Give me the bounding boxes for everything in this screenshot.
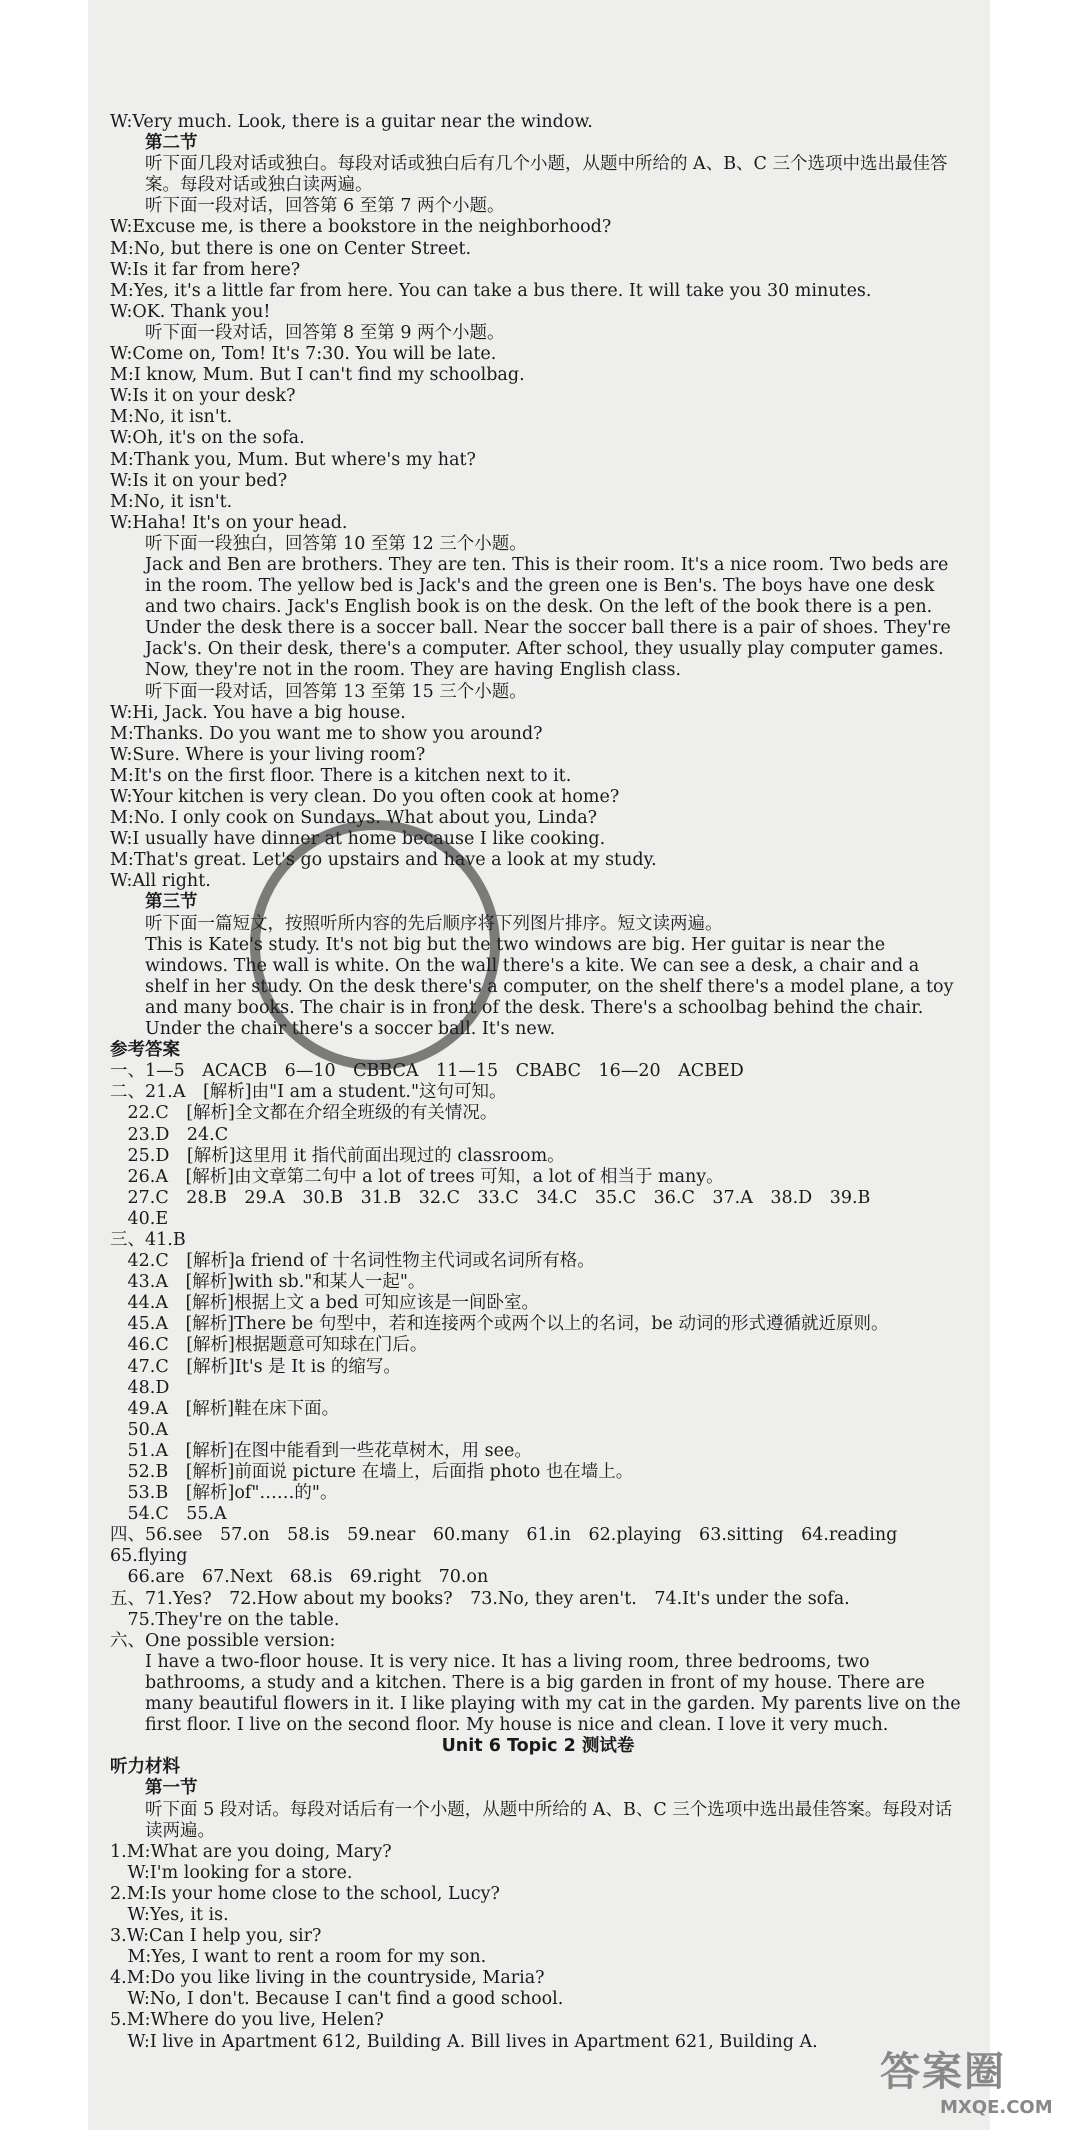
text-line: 第一节 <box>145 1778 198 1799</box>
text-line: M:Yes, it's a little far from here. You can take a bus there. It will take you 30 minutes. <box>110 280 872 301</box>
logo-text: 答案圈 <box>880 2049 1006 2095</box>
text-line: 52.B [解析]前面说 picture 在墙上，后面指 photo 也在墙上。 <box>110 1462 634 1482</box>
text-line: W:OK. Thank you! <box>110 301 271 322</box>
text-line: 43.A [解析]with sb."和某人一起"。 <box>110 1272 426 1293</box>
text-line: 47.C [解析]It's 是 It is 的缩写。 <box>110 1356 401 1377</box>
text-line: M:No, but there is one on Center Street. <box>110 238 472 259</box>
text-line: 48.D <box>110 1377 170 1398</box>
text-line: 25.D [解析]这里用 it 指代前面出现过的 classroom。 <box>110 1145 565 1166</box>
text-line: W:All right. <box>110 871 211 892</box>
text-line: M:It's on the first floor. There is a kitchen next to it. <box>110 765 572 786</box>
text-line: W:I usually have dinner at home because I like cooking. <box>110 829 606 850</box>
text-line: W:No, I don't. Because I can't find a good school. <box>110 1989 564 2010</box>
logo-url: MXQE.COM <box>940 2097 1053 2118</box>
text-line: M:Thank you, Mum. But where's my hat? <box>110 449 476 470</box>
text-line: 50.A <box>110 1419 168 1440</box>
text-line: 5.M:Where do you live, Helen? <box>110 2010 384 2031</box>
text-line: 3.W:Can I help you, sir? <box>110 1926 322 1947</box>
text-line: 第三节 <box>145 892 198 913</box>
text-line: 2.M:Is your home close to the school, Lucy? <box>110 1883 500 1904</box>
text-line: 27.C 28.B 29.A 30.B 31.B 32.C 33.C 34.C 35.C 36.C 37.A 38.D 39.B <box>110 1187 871 1208</box>
text-line: 听下面几段对话或独白。每段对话或独白后有几个小题，从题中所给的 A、B、C 三个选项中选出最佳答案。每段对话或独白读两遍。 <box>145 154 948 196</box>
text-line: W:Come on, Tom! It's 7:30. You will be late. <box>110 344 497 365</box>
text-line: 第二节 <box>145 133 198 154</box>
text-line: 54.C 55.A <box>110 1504 227 1525</box>
text-line: 53.B [解析]of"……的"。 <box>110 1483 338 1504</box>
text-line: W:Hi, Jack. You have a big house. <box>110 702 406 723</box>
text-line: 听下面一段独白，回答第 10 至第 12 三个小题。 <box>145 533 527 554</box>
text-line: 40.E <box>110 1208 169 1229</box>
text-line: W:I live in Apartment 612, Building A. Bill lives in Apartment 621, Building A. <box>110 2031 818 2052</box>
text-line: W:I'm looking for a store. <box>110 1862 353 1883</box>
text-line: This is Kate's study. It's not big but the two windows are big. Her guitar is near the windows. The wall is white. On the wall there's a kite. We can see a desk, a chair and a shelf in her study. On the desk there's a computer, on the shelf there's a model plane, a toy and many books. The chair is in front of the desk. There's a schoolbag behind the chair. Under the chair there's a soccer ball. It's new. <box>145 934 960 1040</box>
document-body <box>110 112 966 2053</box>
text-line: 三、41.B <box>110 1229 186 1250</box>
text-line: W:Is it on your desk? <box>110 386 296 407</box>
text-line: 二、21.A [解析]由"I am a student."这句可知。 <box>110 1082 507 1103</box>
text-line: 23.D 24.C <box>110 1124 229 1145</box>
text-line: 听下面一段对话，回答第 13 至第 15 三个小题。 <box>145 681 527 702</box>
text-line: W:Is it far from here? <box>110 259 301 280</box>
text-line: 26.A [解析]由文章第二句中 a lot of trees 可知，a lot of 相当于 many。 <box>110 1166 724 1187</box>
text-line: 五、71.Yes? 72.How about my books? 73.No, they aren't. 74.It's under the sofa. <box>110 1588 850 1609</box>
text-line: M:That's great. Let's go upstairs and have a look at my study. <box>110 850 657 871</box>
text-line: 听下面一段对话，回答第 8 至第 9 两个小题。 <box>145 322 505 343</box>
text-line: M:Yes, I want to rent a room for my son. <box>110 1947 487 1968</box>
text-line: 四、56.see 57.on 58.is 59.near 60.many 61.in 62.playing 63.sitting 64.reading 65.flying <box>110 1525 915 1567</box>
text-line: W:Very much. Look, there is a guitar near the window. <box>110 112 593 132</box>
text-line: 22.C [解析]全文都在介绍全班级的有关情况。 <box>110 1103 498 1124</box>
text-line: 听力材料 <box>110 1757 180 1778</box>
text-line: W:Sure. Where is your living room? <box>110 744 426 765</box>
text-line: 66.are 67.Next 68.is 69.right 70.on <box>110 1567 489 1588</box>
text-line: M:Thanks. Do you want me to show you around? <box>110 723 543 744</box>
text-line: W:Oh, it's on the sofa. <box>110 428 305 449</box>
text-line: 1.M:What are you doing, Mary? <box>110 1841 392 1862</box>
text-line: 六、One possible version: <box>110 1630 336 1651</box>
text-line: 75.They're on the table. <box>110 1609 340 1630</box>
text-line: 听下面一段对话，回答第 6 至第 7 两个小题。 <box>145 196 505 217</box>
text-line: 44.A [解析]根据上文 a bed 可知应该是一间卧室。 <box>110 1293 540 1314</box>
text-line: W:Haha! It's on your head. <box>110 512 348 533</box>
site-logo <box>880 2040 1060 2120</box>
text-line: M:No, it isn't. <box>110 491 233 512</box>
text-line: W:Yes, it is. <box>110 1904 229 1925</box>
text-line: 49.A [解析]鞋在床下面。 <box>110 1398 340 1419</box>
text-line: 4.M:Do you like living in the countryside, Maria? <box>110 1968 545 1989</box>
text-line: 46.C [解析]根据题意可知球在门后。 <box>110 1335 428 1356</box>
text-line: M:No. I only cook on Sundays. What about you, Linda? <box>110 808 598 829</box>
text-line: W:Excuse me, is there a bookstore in the neighborhood? <box>110 217 612 238</box>
text-line: 42.C [解析]a friend of 十名词性物主代词或名词所有格。 <box>110 1251 595 1272</box>
text-line: I have a two-floor house. It is very nice. It has a living room, three bedrooms, two bathrooms, a study and a kitchen. There is a big garden in front of my house. There are many beautiful flowers in it. I like playing with my cat in the garden. My parents live on the first floor. I live on the second floor. My house is nice and clean. I love it very much. <box>145 1651 967 1736</box>
text-line: 一、1—5 ACACB 6—10 CBBCA 11—15 CBABC 16—20 ACBED <box>110 1061 744 1082</box>
text-line: Jack and Ben are brothers. They are ten. This is their room. It's a nice room. Two beds are in the room. The yellow bed is Jack's and the green one is Ben's. The boys have one desk and two chairs. Jack's English book is on the desk. On the left of the book there is a pen. Under the desk there is a soccer ball. Near the soccer ball there is a pair of shoes. They're Jack's. On their desk, there's a computer. After school, they usually play computer games. Now, they're not in the room. They are having English class. <box>145 554 957 681</box>
text-line: 参考答案 <box>110 1040 180 1061</box>
text-line: M:No, it isn't. <box>110 407 233 428</box>
text-line: 45.A [解析]There be 句型中，若和连接两个或两个以上的名词，be 动词的形式遵循就近原则。 <box>110 1314 889 1335</box>
text-line: M:I know, Mum. But I can't find my schoolbag. <box>110 365 525 386</box>
text-line: 听下面一篇短文，按照听所内容的先后顺序将下列图片排序。短文读两遍。 <box>145 913 723 934</box>
text-line: Unit 6 Topic 2 测试卷 <box>441 1736 635 1757</box>
text-line: 听下面 5 段对话。每段对话后有一个小题，从题中所给的 A、B、C 三个选项中选出最佳答案。每段对话读两遍。 <box>145 1799 953 1841</box>
text-line: W:Is it on your bed? <box>110 470 288 491</box>
text-line: 51.A [解析]在图中能看到一些花草树木，用 see。 <box>110 1440 532 1461</box>
text-line: W:Your kitchen is very clean. Do you often cook at home? <box>110 787 620 807</box>
